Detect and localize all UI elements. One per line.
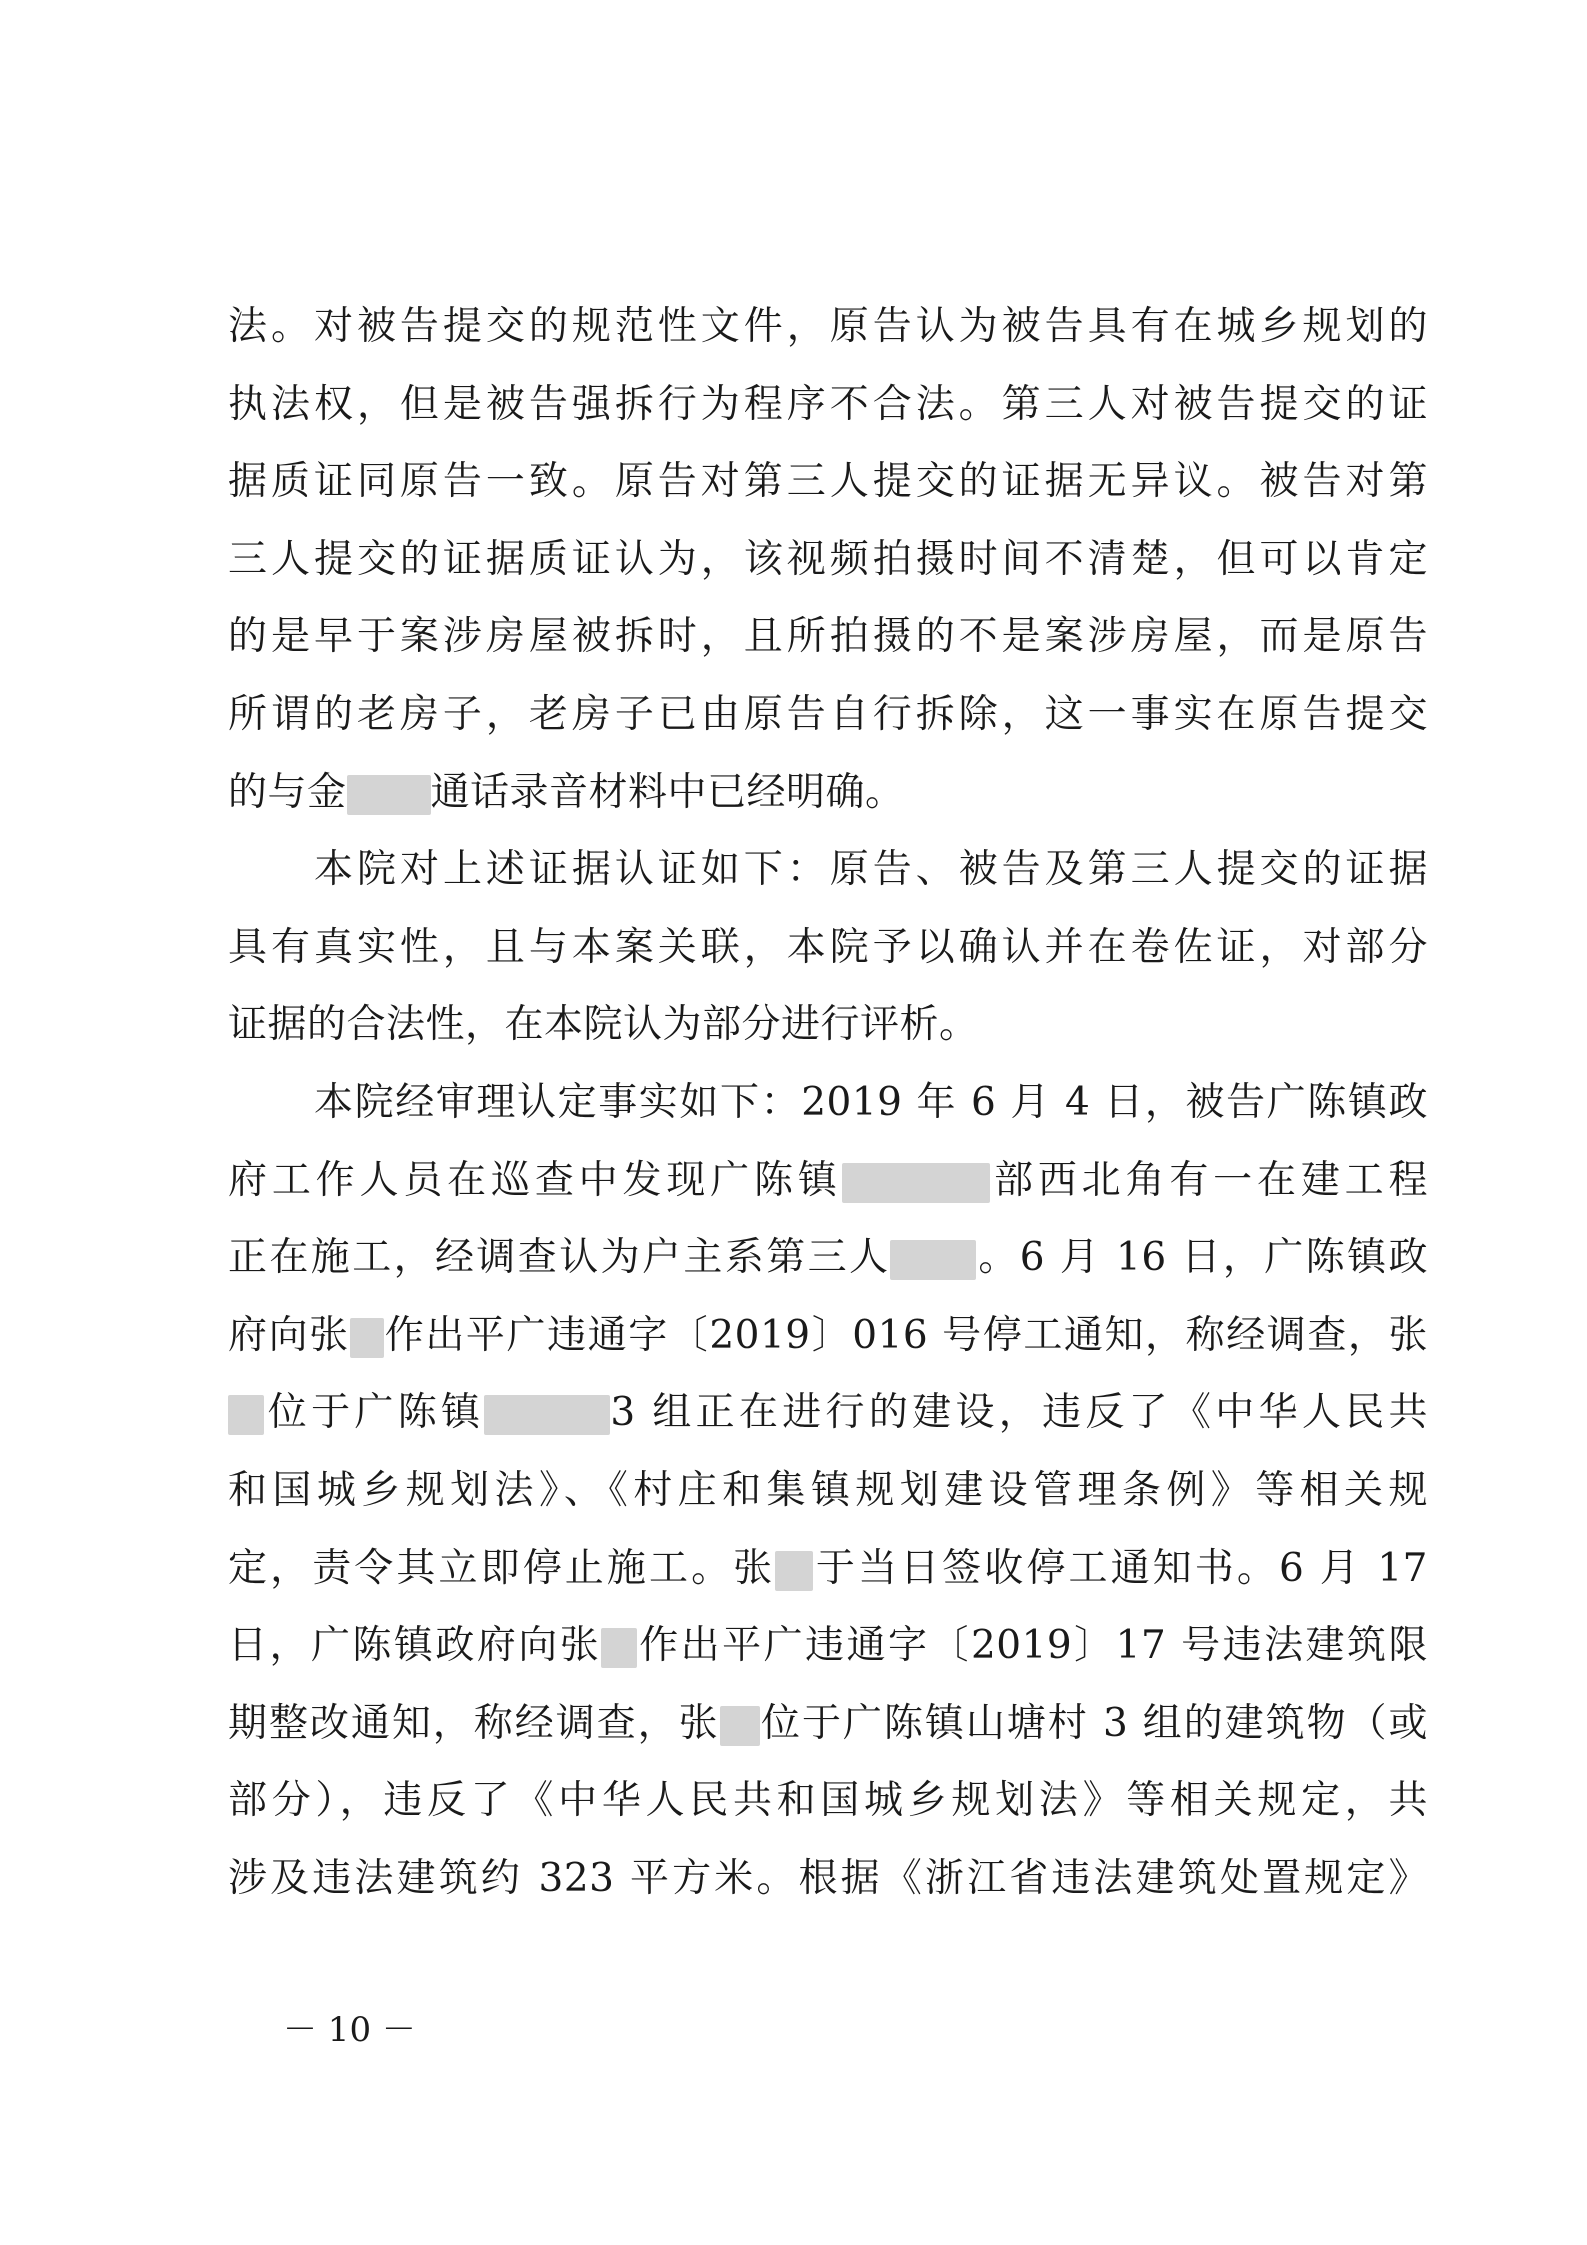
text-segment: 3 组正在进行的建设，违反了《中华人民共 xyxy=(610,1390,1428,1436)
text-line xyxy=(228,1219,1428,1297)
redaction-mark xyxy=(890,1240,976,1280)
text-segment: 府工作人员在巡查中发现广陈镇 xyxy=(228,1157,842,1203)
paragraph-facts-found xyxy=(228,1064,1428,1918)
text-line: 涉及违法建筑约 323 平方米。根据《浙江省违法建筑处置规定》 xyxy=(228,1855,1428,1901)
text-line xyxy=(228,1685,1428,1763)
text-line: 本院经审理认定事实如下：2019 年 6 月 4 日，被告广陈镇政 xyxy=(314,1079,1428,1125)
text-segment: 部西北角有一在建工程 xyxy=(989,1157,1428,1203)
text-line xyxy=(228,1374,1428,1452)
text-line: 证据的合法性，在本院认为部分进行评析。 xyxy=(228,1002,979,1048)
text-segment: 正在施工，经调查认为户主系第三人 xyxy=(228,1235,891,1281)
text-segment: 定，责令其立即停止施工。张 xyxy=(228,1545,776,1591)
text-line xyxy=(228,1607,1428,1685)
text-segment: 于当日签收停工通知书。6 月 17 xyxy=(813,1545,1428,1591)
text-segment: 期整改通知，称经调查，张 xyxy=(228,1700,720,1746)
text-line: 所谓的老房子，老房子已由原告自行拆除，这一事实在原告提交 xyxy=(228,691,1428,737)
text-line: 部分），违反了《中华人民共和国城乡规划法》等相关规定，共 xyxy=(228,1778,1428,1824)
paragraph-evidence-finding xyxy=(228,831,1428,1064)
text-line: 具有真实性，且与本案关联，本院予以确认并在卷佐证，对部分 xyxy=(228,924,1428,970)
text-line: 的是早于案涉房屋被拆时，且所拍摄的不是案涉房屋，而是原告 xyxy=(228,614,1428,660)
text-line: 本院对上述证据认证如下：原告、被告及第三人提交的证据 xyxy=(314,847,1428,893)
text-line xyxy=(228,1297,1428,1375)
text-segment: 府向张 xyxy=(228,1312,350,1358)
redaction-mark xyxy=(720,1706,760,1746)
text-line xyxy=(228,1142,1428,1220)
text-line: 和国城乡规划法》、《村庄和集镇规划建设管理条例》等相关规 xyxy=(228,1467,1428,1513)
text-line: 法。对被告提交的规范性文件，原告认为被告具有在城乡规划的 xyxy=(228,304,1428,349)
redaction-mark xyxy=(484,1395,610,1435)
text-segment: 作出平广违通字〔2019〕016 号停工通知，称经调查，张 xyxy=(383,1312,1428,1358)
redaction-mark xyxy=(842,1163,990,1203)
text-segment: 位于广陈镇山塘村 3 组的建筑物（或 xyxy=(759,1700,1428,1746)
redaction-mark xyxy=(350,1318,384,1358)
document-body xyxy=(228,288,1428,1917)
text-segment: 位于广陈镇 xyxy=(264,1390,485,1436)
redaction-mark xyxy=(601,1628,637,1668)
redaction-mark xyxy=(347,775,431,815)
text-segment: 的与金 xyxy=(228,769,347,815)
text-segment: 作出平广违通字〔2019〕17 号违法建筑限 xyxy=(637,1623,1428,1669)
text-line: 据质证同原告一致。原告对第三人提交的证据无异议。被告对第 xyxy=(228,459,1428,505)
redaction-mark xyxy=(775,1551,813,1591)
paragraph-evidence-cross-examination xyxy=(228,288,1428,831)
redaction-mark xyxy=(228,1395,264,1435)
text-segment: 。6 月 16 日，广陈镇政 xyxy=(976,1235,1428,1281)
text-segment: 日，广陈镇政府向张 xyxy=(228,1623,602,1669)
text-line: 执法权，但是被告强拆行为程序不合法。第三人对被告提交的证 xyxy=(228,381,1428,427)
text-line xyxy=(228,754,1428,832)
page-number: － 10 － xyxy=(283,2010,416,2050)
text-line: 三人提交的证据质证认为，该视频拍摄时间不清楚，但可以肯定 xyxy=(228,536,1428,582)
text-line xyxy=(228,1530,1428,1608)
text-segment: 通话录音材料中已经明确。 xyxy=(430,769,905,815)
